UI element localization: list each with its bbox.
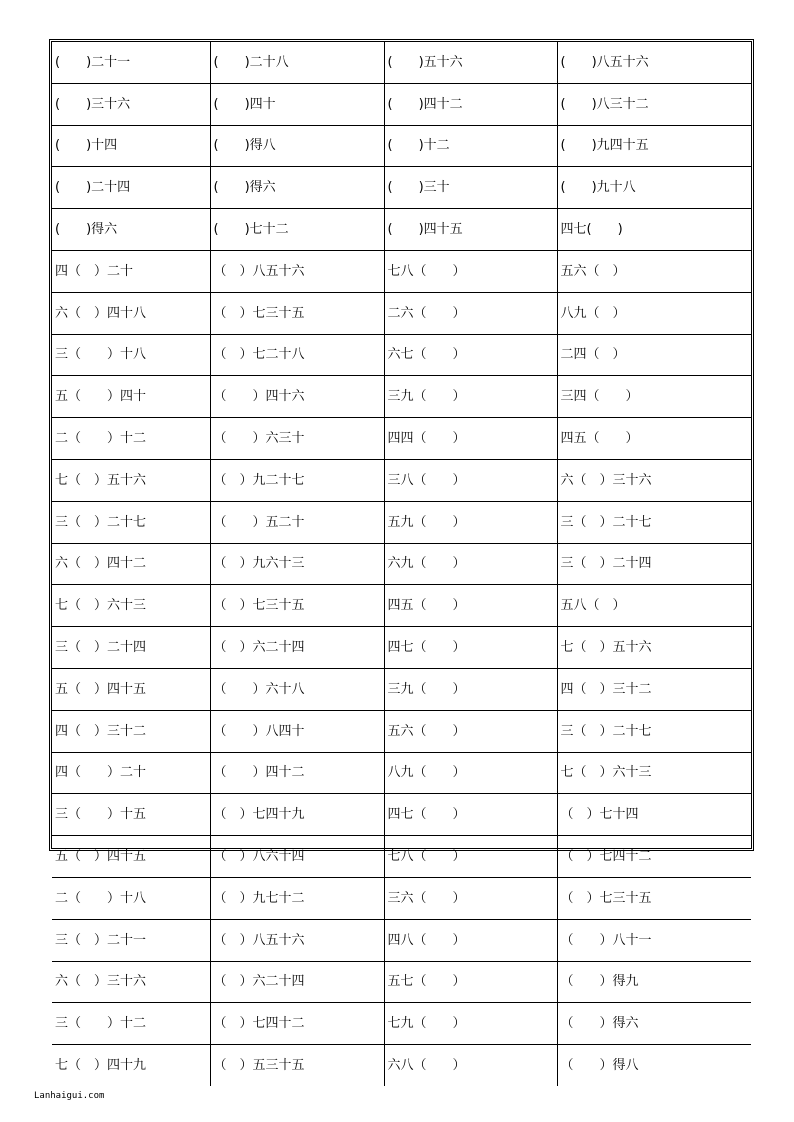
problem-cell: ( )八五十六	[557, 42, 751, 83]
problem-cell: （ ）八十一	[557, 919, 751, 961]
problem-cell: ( )九四十五	[557, 125, 751, 167]
problem-cell: 四五（ ）	[384, 585, 557, 627]
problem-cell: 五八（ ）	[557, 585, 751, 627]
problem-cell: （ ）八五十六	[210, 250, 384, 292]
problem-cell: ( )得八	[210, 125, 384, 167]
problem-cell: ( )四十	[210, 83, 384, 125]
problem-cell: 二四（ ）	[557, 334, 751, 376]
problem-cell: 四（ ）二十	[52, 250, 210, 292]
problem-cell: 五六（ ）	[384, 710, 557, 752]
problem-cell: 七（ ）四十九	[52, 1045, 210, 1086]
problem-cell: （ ）七四十二	[210, 1003, 384, 1045]
problem-cell: 八九（ ）	[384, 752, 557, 794]
problem-cell: （ ）七四十二	[557, 836, 751, 878]
problem-cell: 五六（ ）	[557, 250, 751, 292]
problem-cell: （ ）六十八	[210, 668, 384, 710]
problem-cell: 三六（ ）	[384, 877, 557, 919]
problem-cell: 四五（ ）	[557, 418, 751, 460]
problem-cell: （ ）得九	[557, 961, 751, 1003]
worksheet-rows	[52, 42, 751, 1086]
problem-cell: ( )八三十二	[557, 83, 751, 125]
problem-cell: （ ）八五十六	[210, 919, 384, 961]
table-row	[52, 418, 751, 460]
problem-cell: 七九（ ）	[384, 1003, 557, 1045]
problem-cell: 二（ ）十二	[52, 418, 210, 460]
table-row	[52, 334, 751, 376]
problem-cell: 五七（ ）	[384, 961, 557, 1003]
problem-cell: 六八（ ）	[384, 1045, 557, 1086]
table-row	[52, 627, 751, 669]
table-row	[52, 752, 751, 794]
problem-cell: （ ）七十四	[557, 794, 751, 836]
problem-cell: （ ）九六十三	[210, 543, 384, 585]
problem-cell: ( )四十五	[384, 209, 557, 251]
problem-cell: ( )得六	[210, 167, 384, 209]
problem-cell: ( )七十二	[210, 209, 384, 251]
problem-cell: 三九（ ）	[384, 668, 557, 710]
worksheet-frame	[49, 39, 754, 1074]
table-row	[52, 877, 751, 919]
table-row	[52, 919, 751, 961]
problem-cell: （ ）九七十二	[210, 877, 384, 919]
table-row	[52, 668, 751, 710]
problem-cell: 四（ ）三十二	[557, 668, 751, 710]
problem-cell: 八九（ ）	[557, 292, 751, 334]
table-row	[52, 125, 751, 167]
problem-cell: 七（ ）五十六	[52, 459, 210, 501]
problem-cell: ( )四十二	[384, 83, 557, 125]
table-row	[52, 710, 751, 752]
problem-cell: ( )十二	[384, 125, 557, 167]
problem-cell: ( )三十六	[52, 83, 210, 125]
problem-cell: 三（ ）二十七	[557, 710, 751, 752]
problem-cell: 三（ ）二十四	[557, 543, 751, 585]
table-row	[52, 1045, 751, 1086]
problem-cell: ( )得六	[52, 209, 210, 251]
problem-cell: 二六（ ）	[384, 292, 557, 334]
problem-cell: （ ）得六	[557, 1003, 751, 1045]
problem-cell: （ ）得八	[557, 1045, 751, 1086]
table-row	[52, 543, 751, 585]
problem-cell: 四七（ ）	[384, 794, 557, 836]
problem-cell: 六（ ）四十八	[52, 292, 210, 334]
table-row	[52, 42, 751, 83]
problem-cell: 六（ ）四十二	[52, 543, 210, 585]
problem-cell: ( )五十六	[384, 42, 557, 83]
problem-cell: 三（ ）十八	[52, 334, 210, 376]
site-watermark: Lanhaigui.com	[34, 1091, 105, 1101]
table-row	[52, 585, 751, 627]
problem-cell: 六（ ）三十六	[557, 459, 751, 501]
problem-cell: 三（ ）二十七	[557, 501, 751, 543]
table-row	[52, 83, 751, 125]
problem-cell: （ ）四十二	[210, 752, 384, 794]
problem-cell: （ ）五二十	[210, 501, 384, 543]
table-row	[52, 250, 751, 292]
problem-cell: 三九（ ）	[384, 376, 557, 418]
problem-cell: 三八（ ）	[384, 459, 557, 501]
table-row	[52, 961, 751, 1003]
problem-cell: 四（ ）二十	[52, 752, 210, 794]
table-row	[52, 1003, 751, 1045]
table-row	[52, 209, 751, 251]
problem-cell: 二（ ）十八	[52, 877, 210, 919]
table-row	[52, 376, 751, 418]
problem-cell: （ ）七二十八	[210, 334, 384, 376]
problem-cell: ( )二十四	[52, 167, 210, 209]
problem-cell: （ ）五三十五	[210, 1045, 384, 1086]
table-row	[52, 836, 751, 878]
problem-cell: （ ）九二十七	[210, 459, 384, 501]
problem-cell: 六九（ ）	[384, 543, 557, 585]
problem-cell: 五九（ ）	[384, 501, 557, 543]
problem-cell: （ ）六二十四	[210, 627, 384, 669]
problem-cell: （ ）八六十四	[210, 836, 384, 878]
problem-cell: 七（ ）五十六	[557, 627, 751, 669]
problem-cell: 四七( )	[557, 209, 751, 251]
table-row	[52, 292, 751, 334]
table-row	[52, 459, 751, 501]
problem-cell: 三（ ）二十四	[52, 627, 210, 669]
problem-cell: ( )二十一	[52, 42, 210, 83]
problem-cell: 四八（ ）	[384, 919, 557, 961]
problem-cell: （ ）七四十九	[210, 794, 384, 836]
table-row	[52, 501, 751, 543]
problem-cell: 四四（ ）	[384, 418, 557, 460]
problem-cell: ( )三十	[384, 167, 557, 209]
problem-cell: 三（ ）二十七	[52, 501, 210, 543]
problem-cell: 三四（ ）	[557, 376, 751, 418]
problem-cell: 四（ ）三十二	[52, 710, 210, 752]
problem-cell: （ ）六二十四	[210, 961, 384, 1003]
problem-cell: 六七（ ）	[384, 334, 557, 376]
problem-cell: 七（ ）六十三	[52, 585, 210, 627]
problem-cell: 五（ ）四十五	[52, 668, 210, 710]
problem-cell: （ ）七三十五	[557, 877, 751, 919]
problem-cell: 三（ ）十五	[52, 794, 210, 836]
problem-cell: ( )二十八	[210, 42, 384, 83]
problem-cell: （ ）七三十五	[210, 292, 384, 334]
table-row	[52, 794, 751, 836]
problem-cell: 五（ ）四十	[52, 376, 210, 418]
problem-cell: 七八（ ）	[384, 836, 557, 878]
problem-cell: 五（ ）四十五	[52, 836, 210, 878]
problem-cell: 三（ ）二十一	[52, 919, 210, 961]
problem-cell: （ ）八四十	[210, 710, 384, 752]
problem-cell: 七八（ ）	[384, 250, 557, 292]
problem-cell: 七（ ）六十三	[557, 752, 751, 794]
table-row	[52, 167, 751, 209]
problem-cell: 四七（ ）	[384, 627, 557, 669]
multiplication-worksheet-table	[52, 42, 751, 1086]
problem-cell: （ ）七三十五	[210, 585, 384, 627]
problem-cell: 三（ ）十二	[52, 1003, 210, 1045]
problem-cell: （ ）四十六	[210, 376, 384, 418]
problem-cell: 六（ ）三十六	[52, 961, 210, 1003]
problem-cell: ( )十四	[52, 125, 210, 167]
problem-cell: （ ）六三十	[210, 418, 384, 460]
problem-cell: ( )九十八	[557, 167, 751, 209]
